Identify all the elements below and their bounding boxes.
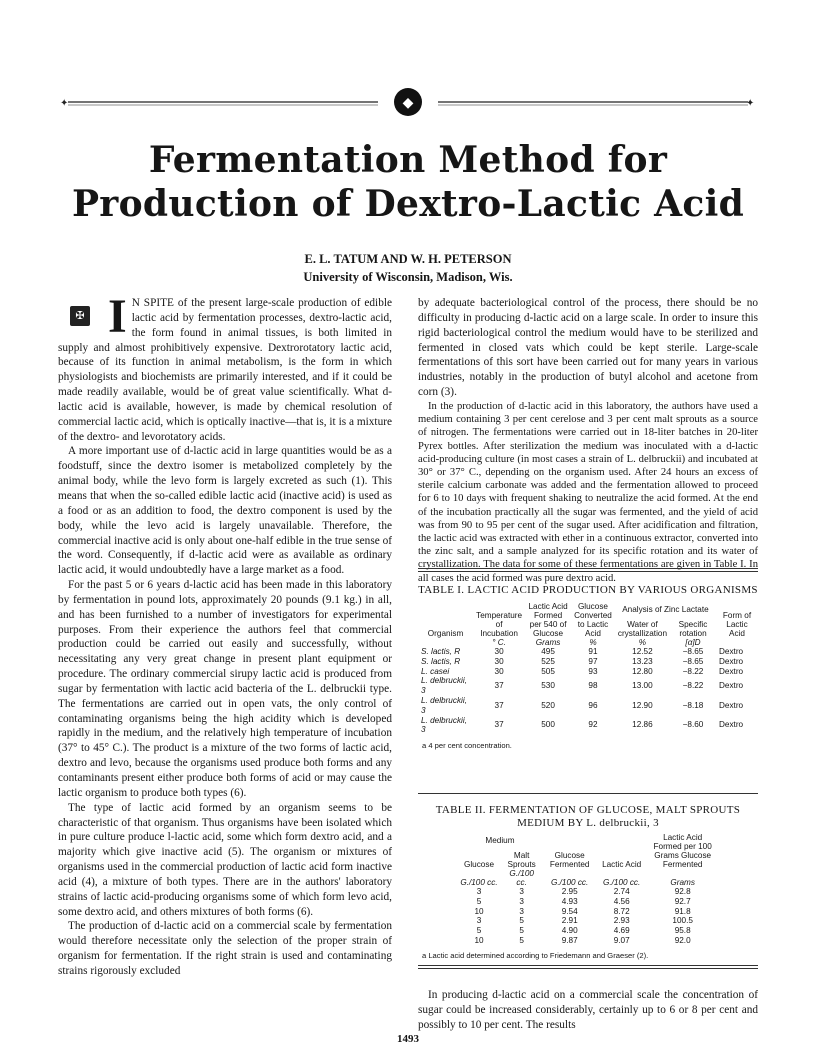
table-row [418, 716, 758, 736]
table-cell: Dextro [719, 647, 744, 656]
intro-paragraph [58, 290, 392, 444]
table-cell: 3 [519, 906, 524, 916]
table-2-title: TABLE II. FERMENTATION OF GLUCOSE, MALT SPROUTS [435, 804, 741, 816]
table-cell: 9.87 [561, 935, 578, 945]
table-cell: −8.22 [682, 666, 704, 676]
table-cell: 530 [541, 681, 555, 691]
table-cell: 13.00 [632, 681, 653, 691]
page-number: 1493 [397, 1033, 419, 1045]
table-cell: 92.8 [674, 887, 691, 896]
table-group-header: Medium [485, 836, 515, 845]
table-header: Temperature of Incubation [476, 611, 523, 638]
table-cell: 4.69 [613, 926, 630, 936]
table-row [457, 926, 718, 936]
table-rule [418, 968, 758, 969]
table-cell: 93 [588, 666, 598, 676]
svg-text:✦: ✦ [60, 98, 69, 109]
table-cell: −8.60 [682, 720, 704, 730]
table-unit: ° C. [492, 638, 506, 647]
table-cell: Dextro [719, 666, 744, 676]
table-2-footnote: a Lactic acid determined according to Friedemann and Graeser (2). [422, 950, 649, 960]
table-2-grid [457, 833, 718, 946]
table-cell: 5 [519, 916, 524, 926]
table-unit: Grams [535, 638, 561, 647]
table-cell: 12.80 [632, 666, 653, 676]
table-cell: 92.0 [674, 935, 691, 945]
table-unit: Grams [670, 878, 695, 887]
table-2 [418, 793, 758, 969]
affiliation: University of Wisconsin, Madison, Wis. [303, 270, 513, 284]
table-cell: 92 [588, 720, 598, 730]
table-cell: −8.18 [682, 700, 704, 710]
table-unit: G./100 cc. [550, 878, 589, 887]
table-rule [418, 793, 758, 794]
table-cell: L. delbruckii, 3 [421, 676, 467, 696]
table-cell: 30 [494, 666, 504, 676]
table-header: Lactic Acid Formed per 100 Grams Glucose Fermented [653, 833, 712, 869]
header-ornament [58, 86, 758, 118]
table-cell: 13.23 [632, 656, 653, 666]
table-cell: 2.95 [561, 887, 578, 896]
table-header: Lactic Acid [602, 860, 642, 869]
table-1-title: TABLE I. LACTIC ACID PRODUCTION BY VARIOUS ORGANISMS [418, 584, 758, 596]
table-unit [716, 638, 758, 647]
table-cell: 495 [541, 647, 555, 656]
table-row [457, 887, 718, 897]
table-header: Glucose Fermented [549, 851, 590, 869]
table-cell: Dextro [719, 720, 744, 730]
table-cell: 12.90 [632, 700, 653, 710]
table-header: Form of Lactic Acid [722, 611, 752, 638]
table-cell: 12.86 [632, 720, 653, 730]
paragraph: In producing d-lactic acid on a commercial scale the concentration of sugar could be increased considerably, certainly up to 6 or 8 per cent and possibly to 10 per cent. The results [418, 989, 758, 1031]
table-cell: S. lactis, R [421, 647, 461, 656]
svg-text:✦: ✦ [746, 98, 755, 109]
table-cell: 505 [541, 666, 555, 676]
table-cell: 2.93 [613, 916, 630, 926]
table-cell: −8.65 [682, 656, 704, 666]
table-cell: 95.8 [674, 926, 691, 936]
paragraph-text: N SPITE of the present large-scale production of edible lactic acid by fermentation processes, dextro-lactic acid, the form found in animal tissues, is both limited in supply and almost prohibitively expensive. Dextrorotatory lactic acid, because of its function in animal metabolism, is the form in which physiologists and biochemists are primarily interested, and if it could be made readily available, would be of great value scientifically. What d-lactic acid is available, however, is made by chemical resolution of commercial lactic acid, which is optically inactive—that is, it is a mixture of the dextro- and levorotatory acids. [58, 297, 392, 443]
table-cell: 4.93 [561, 896, 578, 906]
table-row [418, 667, 758, 677]
paragraph: The type of lactic acid formed by an organism seems to be characteristic of that organism. Thus organisms have been isolated which in pure culture produce l-lactic acid, some which form dextro acid, and a majority which give inactive acid (5). The organism or mixtures of organisms used in the commercial production of lactic acid form inactive acid (4), a mixture of both types. There are in the authors' laboratory strains of lactic acid-producing organisms some of which form levo acid, some dextro acid, and others mixtures of both forms (6). [58, 801, 392, 918]
table-row [418, 676, 758, 696]
table-cell: 4.56 [613, 896, 630, 906]
table-cell: 100.5 [672, 916, 693, 926]
svg-text:◆: ◆ [402, 95, 414, 111]
table-header: Specific rotation [678, 620, 708, 638]
table-1-grid [418, 602, 758, 735]
left-column [58, 290, 392, 979]
table-cell: L. casei [421, 666, 450, 676]
table-cell: 500 [541, 720, 555, 730]
table-cell: Dextro [719, 656, 744, 666]
table-group-header: Analysis of Zinc Lactate [622, 605, 709, 614]
table-unit [418, 638, 473, 647]
table-cell: 37 [494, 720, 504, 730]
table-cell: 9.07 [613, 935, 630, 945]
table-cell: 3 [476, 887, 482, 896]
table-unit: [α]D [685, 638, 701, 647]
table-header: Glucose [463, 860, 495, 869]
table-header: Malt Sprouts [507, 851, 536, 869]
table-cell: 5 [476, 896, 482, 906]
table-cell: S. lactis, R [421, 656, 461, 666]
table-cell: 520 [541, 700, 555, 710]
table-cell: −8.65 [682, 647, 704, 656]
table-cell: 4.90 [561, 926, 578, 936]
table-unit: G./100 cc. [602, 878, 641, 887]
table-rule [418, 568, 758, 569]
table-cell: 3 [476, 916, 482, 926]
table-header: Glucose Converted to Lactic Acid [574, 602, 612, 638]
table-cell: 5 [519, 935, 524, 945]
table-cell: −8.22 [682, 681, 704, 691]
drop-cap: I [108, 290, 127, 343]
paragraph: by adequate bacteriological control of the process, there should be no difficulty in producing d-lactic acid on a large scale. In order to insure this rigid bacteriological control the medium would have to be sterilized and fermented in closed vats which could be kept sterile. Large-scale fermentations of this sort have been carried out for many years in various industries, notably in the production of butyl alcohol and acetone from corn (3). [418, 297, 758, 399]
paragraph: The production of d-lactic acid on a commercial scale by fermentation would therefore necessitate only the selection of the proper strain of organism for fermentation. If the right strain is used and contaminating strains rigorously excluded [58, 920, 392, 977]
table-cell: 5 [519, 926, 524, 936]
table-cell: 9.54 [561, 906, 578, 916]
table-cell: 91 [588, 647, 598, 656]
table-header: Water of crystallization [617, 620, 668, 638]
table-row [418, 657, 758, 667]
table-unit: % [589, 638, 597, 647]
table-cell: 98 [588, 681, 598, 691]
table-cell: 30 [494, 656, 504, 666]
table-row [457, 916, 718, 926]
table-cell: 37 [494, 700, 504, 710]
table-cell: 3 [519, 887, 524, 896]
table-2-title: MEDIUM BY L. delbruckii, 3 [517, 817, 659, 829]
table-cell: 12.52 [632, 647, 653, 656]
paragraph: For the past 5 or 6 years d-lactic acid has been made in this laboratory by fermentation in pound lots, approximately 20 pounds (9.1 kg.) in all, and has been furnished to a number of investigators for experimental purposes. From their experience the authors feel that commercial production could be carried out easily and successfully, without necessitating any very great change in present plant equipment or procedure. The ordinary commercial sirupy lactic acid is produced from sugar by fermentation with lactic acid bacteria of the L. delbruckii type. The fermentations are carried out in open vats, the only control of contaminating organisms being the high acidity which is developed rapidly in the medium, and the relatively high temperature of incubation (37° to 45° C.). The product is a mixture of the two forms of lactic acid, dextro and levo, because the organisms used produce both forms and any contaminants present either produce both forms of acid or may cause the lactic organism to produce both types (6). [58, 579, 392, 799]
table-cell: 5 [476, 926, 482, 936]
table-cell: 37 [494, 681, 504, 691]
table-row [457, 897, 718, 907]
table-cell: 97 [588, 656, 598, 666]
right-column [418, 296, 758, 585]
table-header: Lactic Acid Formed per 540 of Glucose [528, 602, 568, 638]
table-row [457, 907, 718, 917]
table-rule [418, 965, 758, 966]
table-cell: 2.91 [561, 916, 578, 926]
title-line-2: Production of Dextro-Lactic Acid [71, 183, 745, 225]
authors: E. L. TATUM AND W. H. PETERSON [304, 252, 512, 266]
table-cell: 525 [541, 656, 555, 666]
table-1 [418, 568, 758, 750]
journal-emblem-icon: ✠ [70, 306, 90, 326]
title-line-1: Fermentation Method for [148, 139, 668, 181]
table-cell: L. delbruckii, 3 [421, 695, 467, 715]
table-row [457, 936, 718, 946]
table-cell: 10 [474, 906, 484, 916]
table-cell: 8.72 [613, 906, 630, 916]
table-cell: Dextro [719, 700, 744, 710]
right-column-bottom [418, 988, 758, 1033]
table-unit: G./100 cc. [509, 869, 534, 887]
table-row [418, 696, 758, 716]
table-cell: 10 [474, 935, 484, 945]
table-cell: 2.74 [613, 887, 630, 896]
table-unit: G./100 cc. [460, 878, 498, 887]
paragraph: A more important use of d-lactic acid in large quantities would be as a foodstuff, since the dextro isomer is metabolized completely by the animal body, while the levo form is largely excreted as such (1). This means that when the so-called edible lactic acid (inactive acid) is used as a food or as an addition to food, the dextro component is used by the body, while the levo acid is largely unavailable. Therefore, the commercial inactive acid is only about one-half edible in the true sense of the word. Consequently, if d-lactic acid were as available as ordinary lactic acid, it would undoubtedly have a large market as a food. [58, 445, 392, 577]
table-cell: 30 [494, 647, 504, 656]
table-cell: 96 [588, 700, 598, 710]
table-cell: 91.8 [674, 906, 691, 916]
table-cell: L. delbruckii, 3 [421, 715, 467, 735]
table-unit: % [638, 638, 647, 647]
table-header: Organism [427, 629, 464, 638]
table-1-footnote: a 4 per cent concentration. [422, 741, 512, 751]
paragraph: In the production of d-lactic acid in this laboratory, the authors have used a medium containing 3 per cent cerelose and 3 per cent malt sprouts as a source of nitrogen. The fermentations were carried out in 18-liter batches in 20-liter Pyrex bottles. After sterilization the medium was inoculated with a d-lactic acid-producing culture (in most cases a strain of L. delbruckii) and incubated at 30° or 37° C., depending on the organism used. After 24 hours an excess of sterile calcium carbonate was added and the fermentation allowed to proceed for 6 to 10 days with frequent shaking to neutralize the acid formed. At the end of the incubation practically all the sugar was fermented, and the yield of acid was from 90 to 95 per cent of the sugar used. After acidification and filtration, the lactic acid was extracted with ether in a continuous extractor, converted into the zinc salt, and a sample analyzed for its specific rotation and its water of crystallization. The data for some of these fermentations are given in Table I. In all cases the acid formed was pure dextro acid. [418, 400, 758, 584]
table-row [418, 647, 758, 657]
table-rule [418, 571, 758, 572]
table-cell: Dextro [719, 681, 744, 691]
table-cell: 3 [519, 896, 524, 906]
table-cell: 92.7 [674, 896, 691, 906]
